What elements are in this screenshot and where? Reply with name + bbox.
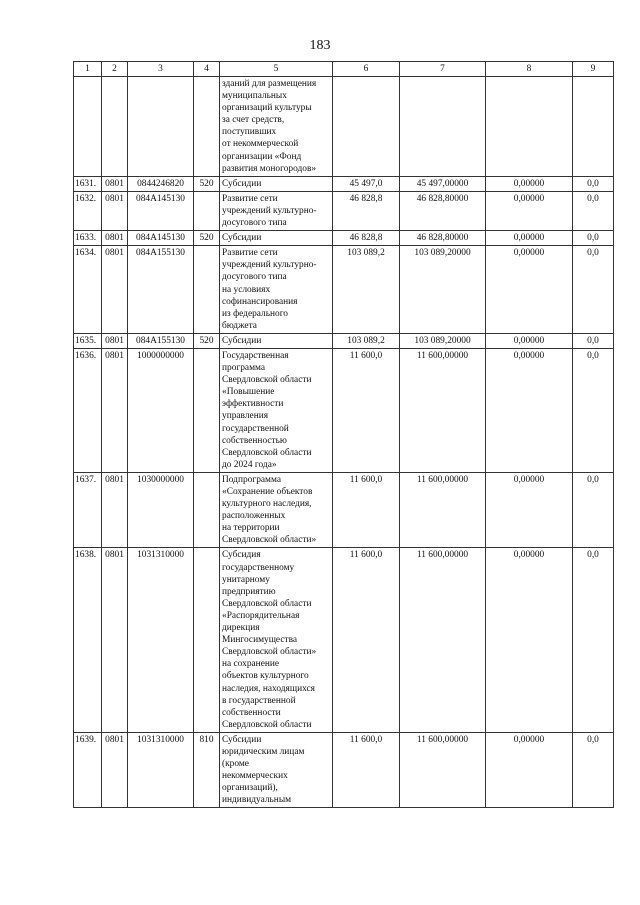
table-row	[74, 77, 614, 177]
section-code: 0801	[102, 348, 128, 472]
item-name-line: от некоммерческой	[222, 139, 299, 150]
item-name-line: до 2024 года»	[222, 459, 277, 470]
item-name-line: юридическим лицам	[222, 746, 305, 757]
item-name-line: муниципальных	[222, 91, 287, 102]
target-code: 084A145130	[128, 231, 194, 246]
section-code: 0801	[102, 231, 128, 246]
item-name-line: государственной	[222, 423, 289, 434]
item-name-line: зданий для размещения	[222, 79, 317, 89]
item-name-line: организаций культуры	[222, 103, 312, 114]
expense-type-code	[194, 548, 220, 732]
item-name-line: учреждений культурно-	[222, 205, 317, 216]
item-name-line: организаций),	[222, 783, 278, 794]
item-name	[220, 472, 333, 548]
value-col-7	[400, 77, 486, 177]
item-name-line: за счет средств,	[222, 115, 285, 126]
target-code: 1000000000	[128, 348, 194, 472]
page-number: 183	[309, 38, 331, 53]
item-name-line: бюджета	[222, 320, 257, 331]
item-name	[220, 77, 333, 177]
item-name-line: объектов культурного	[222, 671, 309, 682]
value-col-6: 103 089,2	[333, 246, 400, 334]
target-code: 084A155130	[128, 333, 194, 348]
row-number: 1631.	[74, 176, 102, 191]
item-name	[220, 732, 333, 808]
value-col-6	[333, 77, 400, 177]
value-col-6: 46 828,8	[333, 231, 400, 246]
item-name-line: досугового типа	[222, 218, 287, 229]
row-number: 1635.	[74, 333, 102, 348]
item-name-line: культурного наследия,	[222, 499, 312, 510]
item-name-line: Развитие сети	[222, 248, 278, 259]
item-name-line: Субсидии	[222, 178, 262, 189]
item-name	[220, 231, 333, 246]
table-row	[74, 191, 614, 230]
column-header: 9	[573, 62, 614, 77]
value-col-6: 11 600,0	[333, 472, 400, 548]
item-name-line: Государственная	[222, 350, 289, 361]
value-col-7: 11 600,00000	[400, 348, 486, 472]
expense-type-code	[194, 348, 220, 472]
value-col-9: 0,0	[573, 732, 614, 808]
item-name-line: «Распорядительная	[222, 610, 300, 621]
row-number: 1639.	[74, 732, 102, 808]
expense-type-code: 810	[194, 732, 220, 808]
target-code	[128, 77, 194, 177]
target-code: 1030000000	[128, 472, 194, 548]
column-header: 4	[194, 62, 220, 77]
table-row	[74, 246, 614, 334]
item-name-line: государственному	[222, 562, 295, 573]
value-col-8: 0,00000	[486, 176, 573, 191]
value-col-6: 11 600,0	[333, 348, 400, 472]
table-row	[74, 548, 614, 732]
value-col-7: 11 600,00000	[400, 548, 486, 732]
item-name-line: «Сохранение объектов	[222, 487, 313, 497]
item-name-line: софинансирования	[222, 296, 298, 307]
row-number	[74, 77, 102, 177]
column-header: 1	[74, 62, 102, 77]
column-header: 3	[128, 62, 194, 77]
value-col-7: 11 600,00000	[400, 732, 486, 808]
item-name-line: Свердловской области»	[222, 647, 317, 658]
header-row	[74, 62, 614, 77]
value-col-8: 0,00000	[486, 231, 573, 246]
target-code: 0844246820	[128, 176, 194, 191]
item-name-line: Подпрограмма	[222, 474, 282, 485]
value-col-9: 0,0	[573, 231, 614, 246]
item-name-line: в государственной	[222, 695, 296, 706]
item-name-line: Развитие сети	[222, 193, 278, 204]
value-col-8	[486, 77, 573, 177]
column-header: 6	[333, 62, 400, 77]
table-row	[74, 231, 614, 246]
item-name-line: собственностью	[222, 435, 287, 446]
section-code: 0801	[102, 548, 128, 732]
value-col-7: 46 828,80000	[400, 231, 486, 246]
table-body	[74, 77, 614, 808]
value-col-9	[573, 77, 614, 177]
value-col-9: 0,0	[573, 348, 614, 472]
item-name-line: Субсидия	[222, 550, 261, 561]
item-name-line: Мингосимущества	[222, 635, 298, 646]
value-col-7: 103 089,20000	[400, 333, 486, 348]
target-code: 084A145130	[128, 191, 194, 230]
value-col-8: 0,00000	[486, 348, 573, 472]
value-col-7: 103 089,20000	[400, 246, 486, 334]
table-row	[74, 472, 614, 548]
table-row	[74, 333, 614, 348]
value-col-9: 0,0	[573, 176, 614, 191]
item-name	[220, 548, 333, 732]
section-code: 0801	[102, 191, 128, 230]
item-name	[220, 333, 333, 348]
section-code: 0801	[102, 333, 128, 348]
value-col-8: 0,00000	[486, 548, 573, 732]
item-name-line: дирекция	[222, 623, 260, 634]
value-col-6: 11 600,0	[333, 732, 400, 808]
value-col-9: 0,0	[573, 191, 614, 230]
expense-type-code: 520	[194, 176, 220, 191]
target-code: 084A155130	[128, 246, 194, 334]
value-col-6: 46 828,8	[333, 191, 400, 230]
row-number: 1638.	[74, 548, 102, 732]
column-header: 8	[486, 62, 573, 77]
item-name-line: управления	[222, 411, 269, 422]
item-name	[220, 348, 333, 472]
row-number: 1632.	[74, 191, 102, 230]
value-col-8: 0,00000	[486, 333, 573, 348]
expense-type-code	[194, 191, 220, 230]
item-name-line: Субсидии	[222, 335, 262, 346]
section-code	[102, 77, 128, 177]
value-col-6: 103 089,2	[333, 333, 400, 348]
expense-type-code: 520	[194, 231, 220, 246]
table-row	[74, 348, 614, 472]
item-name-line: Субсидии	[222, 233, 262, 244]
item-name-line: Свердловской области»	[222, 535, 317, 546]
item-name-line: предприятию	[222, 586, 276, 597]
value-col-8: 0,00000	[486, 472, 573, 548]
item-name-line: развития моногородов»	[222, 163, 317, 174]
value-col-9: 0,0	[573, 333, 614, 348]
section-code: 0801	[102, 176, 128, 191]
item-name-line: наследия, находящихся	[222, 683, 315, 694]
target-code: 1031310000	[128, 732, 194, 808]
item-name-line: Субсидии	[222, 734, 262, 745]
table-row	[74, 176, 614, 191]
value-col-6: 11 600,0	[333, 548, 400, 732]
budget-table	[73, 61, 614, 808]
section-code: 0801	[102, 472, 128, 548]
expense-type-code	[194, 246, 220, 334]
item-name-line: некоммерческих	[222, 771, 288, 782]
column-header: 7	[400, 62, 486, 77]
table-row	[74, 732, 614, 808]
value-col-9: 0,0	[573, 246, 614, 334]
item-name-line: поступивших	[222, 127, 277, 138]
value-col-8: 0,00000	[486, 732, 573, 808]
item-name-line: на сохранение	[222, 659, 280, 670]
section-code: 0801	[102, 732, 128, 808]
item-name-line: унитарному	[222, 574, 270, 585]
value-col-8: 0,00000	[486, 191, 573, 230]
item-name-line: досугового типа	[222, 272, 287, 283]
item-name-line: Свердловской области	[222, 447, 312, 458]
item-name-line: учреждений культурно-	[222, 260, 317, 271]
expense-type-code: 520	[194, 333, 220, 348]
item-name-line: индивидуальным	[222, 795, 292, 806]
item-name-line: Свердловской области	[222, 719, 312, 730]
item-name-line: организации «Фонд	[222, 151, 302, 162]
value-col-9: 0,0	[573, 472, 614, 548]
item-name-line: «Повышение	[222, 387, 275, 398]
value-col-9: 0,0	[573, 548, 614, 732]
item-name-line: (кроме	[222, 759, 249, 770]
value-col-7: 11 600,00000	[400, 472, 486, 548]
item-name-line: программа	[222, 363, 266, 374]
row-number: 1633.	[74, 231, 102, 246]
column-header: 2	[102, 62, 128, 77]
item-name	[220, 176, 333, 191]
item-name	[220, 191, 333, 230]
expense-type-code	[194, 472, 220, 548]
expense-type-code	[194, 77, 220, 177]
item-name-line: собственности	[222, 707, 281, 718]
item-name	[220, 246, 333, 334]
target-code: 1031310000	[128, 548, 194, 732]
row-number: 1636.	[74, 348, 102, 472]
row-number: 1637.	[74, 472, 102, 548]
item-name-line: на территории	[222, 523, 280, 534]
column-header: 5	[220, 62, 333, 77]
value-col-7: 46 828,80000	[400, 191, 486, 230]
value-col-7: 45 497,00000	[400, 176, 486, 191]
item-name-line: расположенных	[222, 511, 286, 522]
item-name-line: из федерального	[222, 308, 288, 319]
table-header	[74, 62, 614, 77]
value-col-6: 45 497,0	[333, 176, 400, 191]
item-name-line: эффективности	[222, 399, 284, 410]
item-name-line: Свердловской области	[222, 375, 312, 386]
section-code: 0801	[102, 246, 128, 334]
item-name-line: на условиях	[222, 284, 271, 295]
row-number: 1634.	[74, 246, 102, 334]
value-col-8: 0,00000	[486, 246, 573, 334]
item-name-line: Свердловской области	[222, 598, 312, 609]
